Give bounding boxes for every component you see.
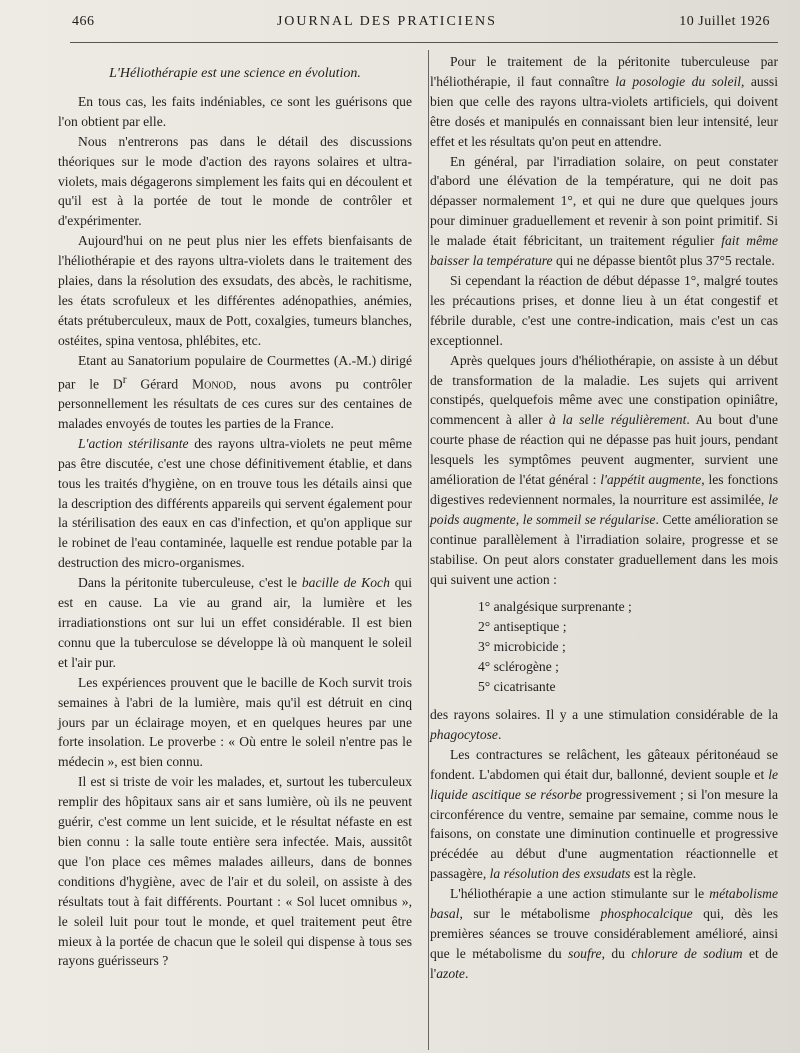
italic-run: phagocytose (430, 726, 498, 742)
paragraph: Il est si triste de voir les malades, et, surtout les tuberculeux remplir des hôpitaux sans air et sans lumière, où ils ne peuvent guérir, c'est comme un lent suicide, et le résultat néfaste en est bien connu : la salle toute entière sera infectée. Mais, aussitôt que l'on place ces mêmes malades ailleurs, dans de bonnes conditions d'hygiène, avec de l'air et du soleil, on assiste à des résultats tout à fait différents. Pourtant : « Sol lucet omnibus », le soleil luit pour tout le monde, et quel traitement peut être mieux à la portée de chacun que le soleil qui dispense à tous ses rayons guérisseurs ? (58, 774, 412, 969)
paragraph (58, 434, 412, 573)
italic-run: la résolution des exsudats (489, 866, 631, 882)
left-column (58, 52, 412, 971)
italic-run: métabolisme basal (430, 886, 778, 922)
italic-run: chlorure de sodium (631, 945, 743, 961)
text-run: Les contractures se relâchent, les gâteaux péritonéaud se fondent. L'abdomen qui était dur, ballonné, devient souple et (430, 746, 778, 782)
paragraph (430, 52, 778, 152)
paragraph (58, 573, 412, 673)
list-item: 1° analgésique surprenante ; (478, 599, 632, 615)
italic-run: la posologie du soleil (615, 73, 742, 89)
paragraph (430, 152, 778, 271)
paragraph: En tous cas, les faits indéniables, ce sont les guérisons que l'on obtient par elle. (58, 93, 412, 129)
italic-run: l'appétit augmente (600, 472, 702, 488)
italic-run: phosphocalcique (600, 906, 693, 922)
italic-run: bacille de Koch (301, 575, 390, 591)
text-run: . (464, 965, 469, 981)
text-run: des rayons solaires. Il y a une stimulation considérable de la (430, 707, 778, 722)
superscript: r (122, 373, 127, 386)
text-run: , les fonctions digestives redeviennent normales, la nourriture est assimilée, (430, 472, 778, 507)
issue-date: 10 Juillet 1926 (679, 14, 770, 29)
text-run: L'héliothérapie a une action stimulante sur le (450, 886, 710, 902)
italic-run: le poids augmente, le sommeil se régularise (430, 491, 778, 527)
text-run: Gérard (126, 376, 193, 392)
italic-run: à la selle régulièrement (548, 412, 687, 428)
paragraph (430, 884, 778, 984)
column-divider (428, 50, 429, 1050)
list-item: 4° sclérogène ; (478, 659, 559, 675)
paragraph: Aujourd'hui on ne peut plus nier les effets bienfaisants de l'héliothérapie et des rayons ultra-violets dans le traitement des plaies, dans la résolution des exsudats, des abcès, le rachitisme, les états scrofuleux et les différentes adénopathies, anémies, états prétuberculeux, maux de Pott, coxalgies, tumeurs blanches, ostéites, spina ventosa, phlébites, etc. (58, 233, 412, 348)
page-header (72, 14, 770, 36)
text-run: qui ne dépasse bientôt plus 37°5 rectale. (552, 253, 775, 269)
paragraph: Les expériences prouvent que le bacille de Koch survit trois semaines à l'abri de la lumière, mais qu'il est détruit en cinq jours par un éclairage moyen, et en quelques heures par une forte insolation. Le proverbe : « Où entre le soleil n'entre pas le médecin », est bien connu. (58, 674, 412, 770)
text-run: Après quelques jours d'héliothérapie, on assiste à un début de transformation de la maladie. Les sujets qui arrivent constipés, quelquefois même avec une constipation opiniâtre, commencent à aller (430, 352, 778, 428)
text-run: et de l' (430, 945, 778, 981)
text-run: qui, dès les premières séances se trouve considérablement amélioré, ainsi que le métabolisme du (430, 906, 778, 961)
text-run: , sur le métabolisme (459, 906, 601, 922)
page-number: 466 (72, 14, 95, 29)
text-run: . (497, 726, 502, 742)
action-list (478, 597, 778, 697)
text-run: Dans la péritonite tuberculeuse, c'est le (78, 575, 302, 591)
text-run: En général, par l'irradiation solaire, on peut constater d'abord une élévation de la température, qui ne doit pas dépasser normalement 1°, et qui ne dure que quelques jours pour diminuer graduellement et revenir à son point primitif. Si le malade était fébricitant, un traitement régulier (430, 153, 778, 249)
journal-title: JOURNAL DES PRATICIENS (276, 14, 497, 29)
paragraph (430, 745, 778, 884)
text-run: des rayons ultra-violets ne peut même pas être discutée, c'est une chose définitivement établie, et dans tous les traités d'hygiène, on en trouve tous les détails ainsi que la description des différents appareils qui servent également pour la stérilisation des eaux en cas d'infection, et qu'on applique sur le robinet de l'eau contaminée, laquelle est rendue potable par la destruction des micro-organismes. (58, 435, 412, 571)
text-run: progressivement ; si l'on mesure la circonférence du ventre, semaine par semaine, comme nous le faisons, on constate une diminution continuelle et progressive précédée au début d'une augmentation réactionnelle et passagère, (430, 786, 778, 882)
text-run: Etant au Sanatorium populaire de Courmettes (A.-M.) dirigé par le D (58, 352, 412, 392)
paragraph (430, 705, 778, 745)
paragraph: Nous n'entrerons pas dans le détail des discussions théoriques sur le mode d'action des rayons solaires et ultra-violets, mais dégagerons simplement les faits qui en découlent et qu'il est à la portée de tout le monde de contrôler et d'expérimenter. (58, 133, 412, 229)
text-run: Pour le traitement de la péritonite tuberculeuse par l'héliothérapie, il faut connaître (430, 54, 778, 89)
text-run: , nous avons pu contrôler personnellement les résultats de ces cures sur des centaines de malades envoyés de toutes les parties de la France. (58, 376, 412, 431)
text-run: , du (601, 945, 632, 961)
paragraph (430, 351, 778, 590)
text-run: . Au bout d'une courte phase de réaction qui ne dépasse pas huit jours, pendant lesquels les symptômes peuvent augmenter, survient une amélioration de l'état général : (430, 412, 779, 488)
text-run: , aussi bien que celle des rayons ultra-violets artificiels, qui doivent être dosés et manipulés en connaissant bien leur intensité, leur effet et les résultats qu'on peut en attendre. (430, 73, 779, 149)
italic-run: fait même baisser la température (430, 233, 778, 269)
paragraph: Si cependant la réaction de début dépasse 1°, malgré toutes les précautions prises, et donne lieu à un état congestif et fébrile durable, c'est une contre-indication, mais c'est un cas exceptionnel. (430, 272, 778, 348)
list-item: 5° cicatrisante (478, 679, 556, 695)
italic-run: L'action stérilisante (78, 435, 189, 451)
text-run: est la règle. (630, 866, 697, 882)
list-item: 3° microbicide ; (478, 639, 566, 655)
section-heading: L'Héliothérapie est une science en évolution. (109, 66, 361, 81)
text-run: . Cette amélioration se continue parallèlement à l'irradiation solaire, progresse et se stabilise. On peut alors constater graduellement dans les mois qui suivent une action : (430, 511, 778, 587)
author-name: Monod (192, 376, 234, 392)
right-column (430, 52, 778, 984)
header-rule (70, 42, 778, 43)
italic-run: azote (436, 965, 465, 981)
list-item: 2° antiseptique ; (478, 619, 567, 635)
italic-run: soufre (568, 945, 602, 961)
italic-run: le liquide ascitique se résorbe (430, 766, 778, 802)
text-run: qui est en cause. La vie au grand air, la lumière et les irradiationstions ont sur lui un effet considérable. Il est bien connu que la tuberculose se développe là où manquent le soleil et l'air pur. (58, 575, 412, 670)
paragraph (58, 351, 412, 434)
